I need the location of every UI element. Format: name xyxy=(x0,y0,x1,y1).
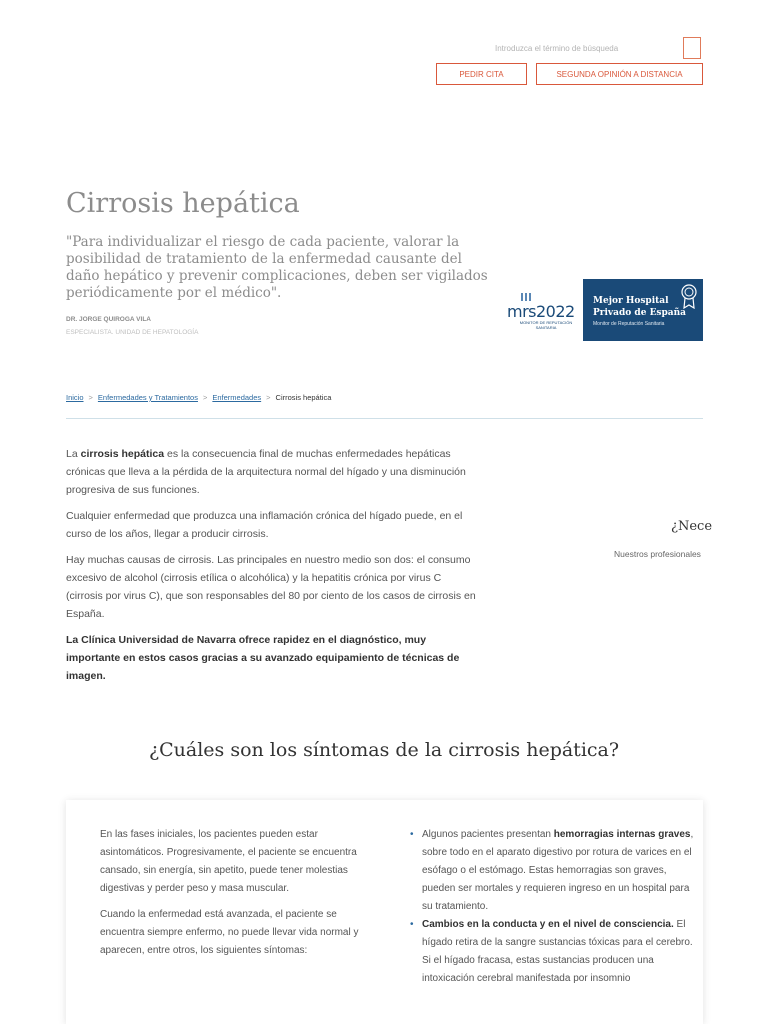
mrs-logo-text: mrs2022 xyxy=(507,302,575,321)
intro-highlight: La Clínica Universidad de Navarra ofrece rapidez en el diagnóstico, muy importante en estos casos gracias a su avanzado equipamiento de técnicas de imagen. xyxy=(66,634,460,682)
intro-paragraph: Hay muchas causas de cirrosis. Las principales en nuestro medio son dos: el consumo excesivo de alcohol (cirrosis etílica o alcohólica) y la hepatitis crónica por virus C (cirrosis por virus C), que son responsables del 80 por ciento de los casos de cirrosis en España. xyxy=(66,554,476,620)
side-cta-title: ¿Nece xyxy=(671,519,713,534)
award-banner[interactable] xyxy=(505,279,703,341)
hero-quote: "Para individualizar el riesgo de cada paciente, valorar la posibilidad de tratamiento de la enfermedad causante del daño hepático y prevenir complicaciones, deben ser vigilados periódicamente por el médico". xyxy=(66,234,488,301)
symptoms-paragraph: Cuando la enfermedad está avanzada, el paciente se encuentra siempre enfermo, no puede llevar vida normal y aparecen, entre otros, los siguientes síntomas: xyxy=(100,909,359,956)
page-title: Cirrosis hepática xyxy=(66,188,300,219)
side-cta-subtitle: Nuestros profesionales xyxy=(614,549,701,559)
symptoms-paragraph: En las fases iniciales, los pacientes pueden estar asintomáticos. Progresivamente, el paciente se encuentra cansado, sin energía, sin apetito, puede tener molestias digestivas y perder peso y masa muscular. xyxy=(100,829,357,894)
intro-text xyxy=(66,445,480,693)
pedir-cita-button[interactable]: PEDIR CITA xyxy=(436,63,527,85)
quote-author-role: ESPECIALISTA. UNIDAD DE HEPATOLOGÍA xyxy=(66,329,199,336)
breadcrumb-separator: > xyxy=(88,393,93,402)
medal-icon xyxy=(680,283,698,309)
mrs-logo xyxy=(505,279,583,341)
search-input[interactable]: Introduzca el término de búsqueda xyxy=(495,44,619,53)
segunda-opinion-button[interactable]: SEGUNDA OPINIÓN A DISTANCIA xyxy=(536,63,703,85)
award-subtitle: Monitor de Reputación Sanitaria xyxy=(593,321,665,327)
list-item: • Algunos pacientes presentan hemorragias internas graves, sobre todo en el aparato digestivo por rotura de varices en el esófago o el estómago. Estas hemorragias son graves, pueden ser mortales y requieren ingreso en un hospital para su tratamiento. xyxy=(410,826,700,916)
symptoms-list xyxy=(410,826,700,988)
symptoms-description xyxy=(100,826,382,968)
symptoms-heading: ¿Cuáles son los síntomas de la cirrosis hepática? xyxy=(148,739,620,761)
divider xyxy=(66,418,703,419)
search-button[interactable] xyxy=(683,37,701,59)
breadcrumb-separator: > xyxy=(202,393,208,402)
breadcrumb-enfermedades-tratamientos[interactable]: Enfermedades y Tratamientos xyxy=(97,393,198,402)
list-item: • Cambios en la conducta y en el nivel de consciencia. El hígado retira de la sangre sustancias tóxicas para el cerebro. Si el hígado fracasa, estas sustancias producen una intoxicación cerebral manifestada por insomnio xyxy=(410,916,700,988)
breadcrumb-inicio[interactable]: Inicio xyxy=(66,393,84,402)
breadcrumb xyxy=(66,393,331,402)
mrs-logo-subtext: MONITOR DE REPUTACIÓN SANITARIA xyxy=(519,320,573,330)
intro-paragraph: Cualquier enfermedad que produzca una inflamación crónica del hígado puede, en el curso de los años, llegar a producir cirrosis. xyxy=(66,510,463,540)
symptoms-card xyxy=(66,800,703,1024)
award-title: Mejor Hospital Privado de España xyxy=(593,296,686,318)
breadcrumb-current: Cirrosis hepática xyxy=(275,393,332,402)
breadcrumb-separator: > xyxy=(266,393,271,402)
intro-paragraph: La cirrosis hepática es la consecuencia final de muchas enfermedades hepáticas crónicas que lleva a la pérdida de la arquitectura normal del hígado y una disminución progresiva de sus funciones. xyxy=(66,448,466,496)
quote-author[interactable]: DR. JORGE QUIROGA VILA xyxy=(66,316,151,323)
breadcrumb-enfermedades[interactable]: Enfermedades xyxy=(212,393,262,402)
